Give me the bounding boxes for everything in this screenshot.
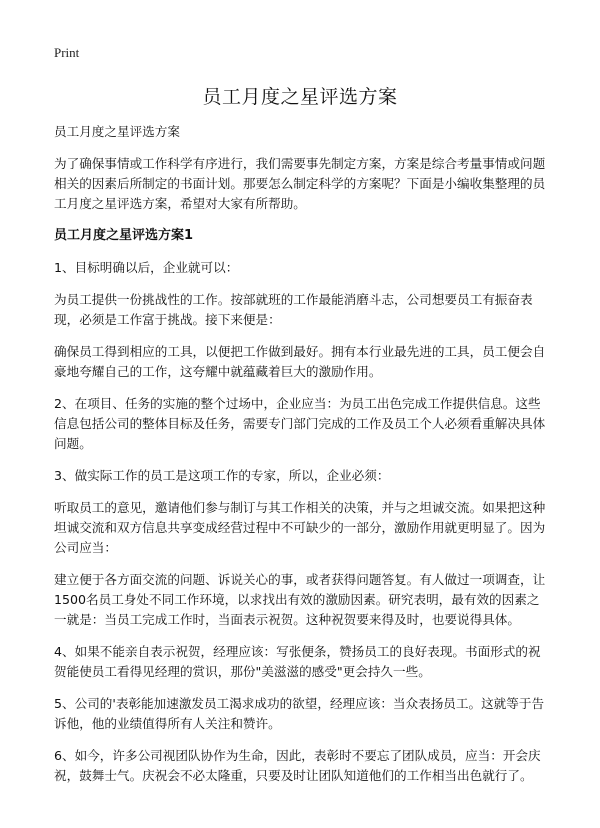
body-paragraph: 2、在项目、任务的实施的整个过场中，企业应当：为员工出色完成工作提供信息。这些信息包括公司的整体目标及任务，需要专门部门完成的工作及员工个人必须看重解决具体问题。: [54, 396, 546, 451]
document-subtitle: 员工月度之星评选方案: [54, 124, 180, 139]
section-heading: 员工月度之星评选方案1: [54, 228, 194, 243]
body-paragraph: 5、公司的'表彰能加速激发员工渴求成功的欲望，经理应该：当众表扬员工。这就等于告诉他，他的业绩值得所有人关注和赞许。: [54, 696, 545, 731]
body-paragraph: 4、如果不能亲自表示祝贺，经理应该：写张便条，赞扬员工的良好表现。书面形式的祝贺能使员工看得见经理的赏识，那份"美滋滋的感受"更会持久一些。: [54, 644, 541, 679]
body-paragraph: 1、目标明确以后，企业就可以：: [54, 260, 239, 275]
body-paragraph: 为员工提供一份挑战性的工作。按部就班的工作最能消磨斗志，公司想要员工有振奋表现，必须是工作富于挑战。接下来便是：: [54, 292, 533, 327]
document-body: [54, 122, 546, 798]
body-paragraph: 6、如今，许多公司视团队协作为生命，因此，表彰时不要忘了团队成员，应当：开会庆祝，鼓舞士气。庆祝会不必太隆重，只要及时让团队知道他们的工作相当出色就行了。: [54, 748, 541, 783]
body-paragraph: 听取员工的意见，邀请他们参与制订与其工作相关的决策，并与之坦诚交流。如果把这种坦诚交流和双方信息共享变成经营过程中不可缺少的一部分，激励作用就更明显了。因为公司应当：: [54, 500, 546, 555]
body-paragraph: 3、做实际工作的员工是这项工作的专家，所以，企业必须：: [54, 468, 390, 483]
body-paragraph: 确保员工得到相应的工具，以便把工作做到最好。拥有本行业最先进的工具，员工便会自豪地夸耀自己的工作，这夸耀中就蕴藏着巨大的激励作用。: [54, 344, 546, 379]
page-title: 员工月度之星评选方案: [202, 86, 398, 108]
print-link[interactable]: Print: [54, 45, 80, 60]
intro-paragraph: 为了确保事情或工作科学有序进行，我们需要事先制定方案，方案是综合考量事情或问题相关的因素后所制定的书面计划。那要怎么制定科学的方案呢？下面是小编收集整理的员工月度之星评选方案，希望对大家有所帮助。: [54, 156, 546, 211]
body-paragraph: 建立便于各方面交流的问题、诉说关心的事，或者获得问题答复。有人做过一项调查，让1500名员工身处不同工作环境，以求找出有效的激励因素。研究表明，最有效的因素之一就是：当员工完成工作时，当面表示祝贺。这种祝贺要来得及时，也要说得具体。: [54, 572, 546, 627]
